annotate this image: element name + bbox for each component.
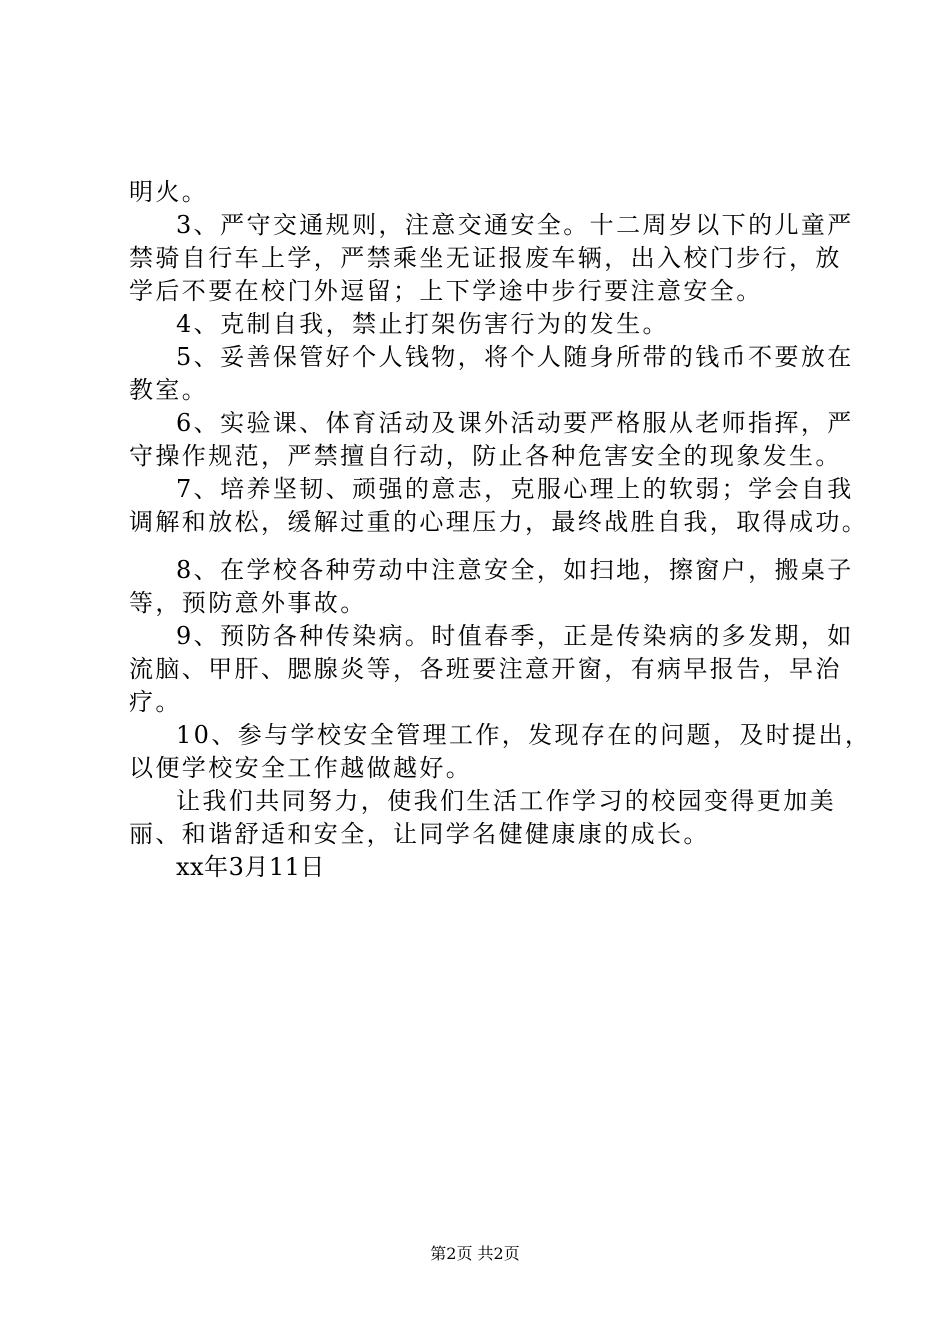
text-line: 调解和放松，缓解过重的心理压力，最终战胜自我，取得成功。	[129, 508, 869, 536]
text-line: 流脑、甲肝、腮腺炎等，各班要注意开窗，有病早报告，早治	[129, 655, 842, 683]
page-footer: 第2页 共2页	[430, 1244, 520, 1263]
paragraph-line: 8、在学校各种劳动中注意安全，如扫地，擦窗户，搬桌子	[176, 556, 854, 584]
text-line: 以便学校安全工作越做越好。	[129, 754, 473, 782]
text-line: 等，预防意外事故。	[129, 589, 367, 617]
text-line: 疗。	[129, 688, 182, 716]
date-line: xx年3月11日	[176, 853, 325, 881]
paragraph-line: 3、严守交通规则，注意交通安全。十二周岁以下的儿童严	[176, 211, 854, 239]
paragraph-line: 让我们共同努力，使我们生活工作学习的校园变得更加美	[176, 787, 836, 815]
text-line: 教室。	[129, 376, 209, 404]
text-line: 学后不要在校门外逗留；上下学途中步行要注意安全。	[129, 277, 763, 305]
paragraph-line: 6、实验课、体育活动及课外活动要严格服从老师指挥，严	[176, 409, 854, 437]
text-line: 禁骑自行车上学，严禁乘坐无证报废车辆，出入校门步行，放	[129, 244, 842, 272]
text-line: 丽、和谐舒适和安全，让同学名健健康康的成长。	[129, 820, 710, 848]
paragraph-line: 9、预防各种传染病。时值春季，正是传染病的多发期，如	[176, 622, 854, 650]
paragraph-line: 4、克制自我，禁止打架伤害行为的发生。	[176, 310, 669, 338]
text-line: 守操作规范，严禁擅自行动，防止各种危害安全的现象发生。	[129, 442, 842, 470]
paragraph-line: 5、妥善保管好个人钱物，将个人随身所带的钱币不要放在	[176, 343, 854, 371]
paragraph-line: 10、参与学校安全管理工作，发现存在的问题，及时提出，	[176, 721, 872, 749]
text-line: 明火。	[129, 178, 209, 206]
paragraph-line: 7、培养坚韧、顽强的意志，克服心理上的软弱；学会自我	[176, 475, 854, 503]
